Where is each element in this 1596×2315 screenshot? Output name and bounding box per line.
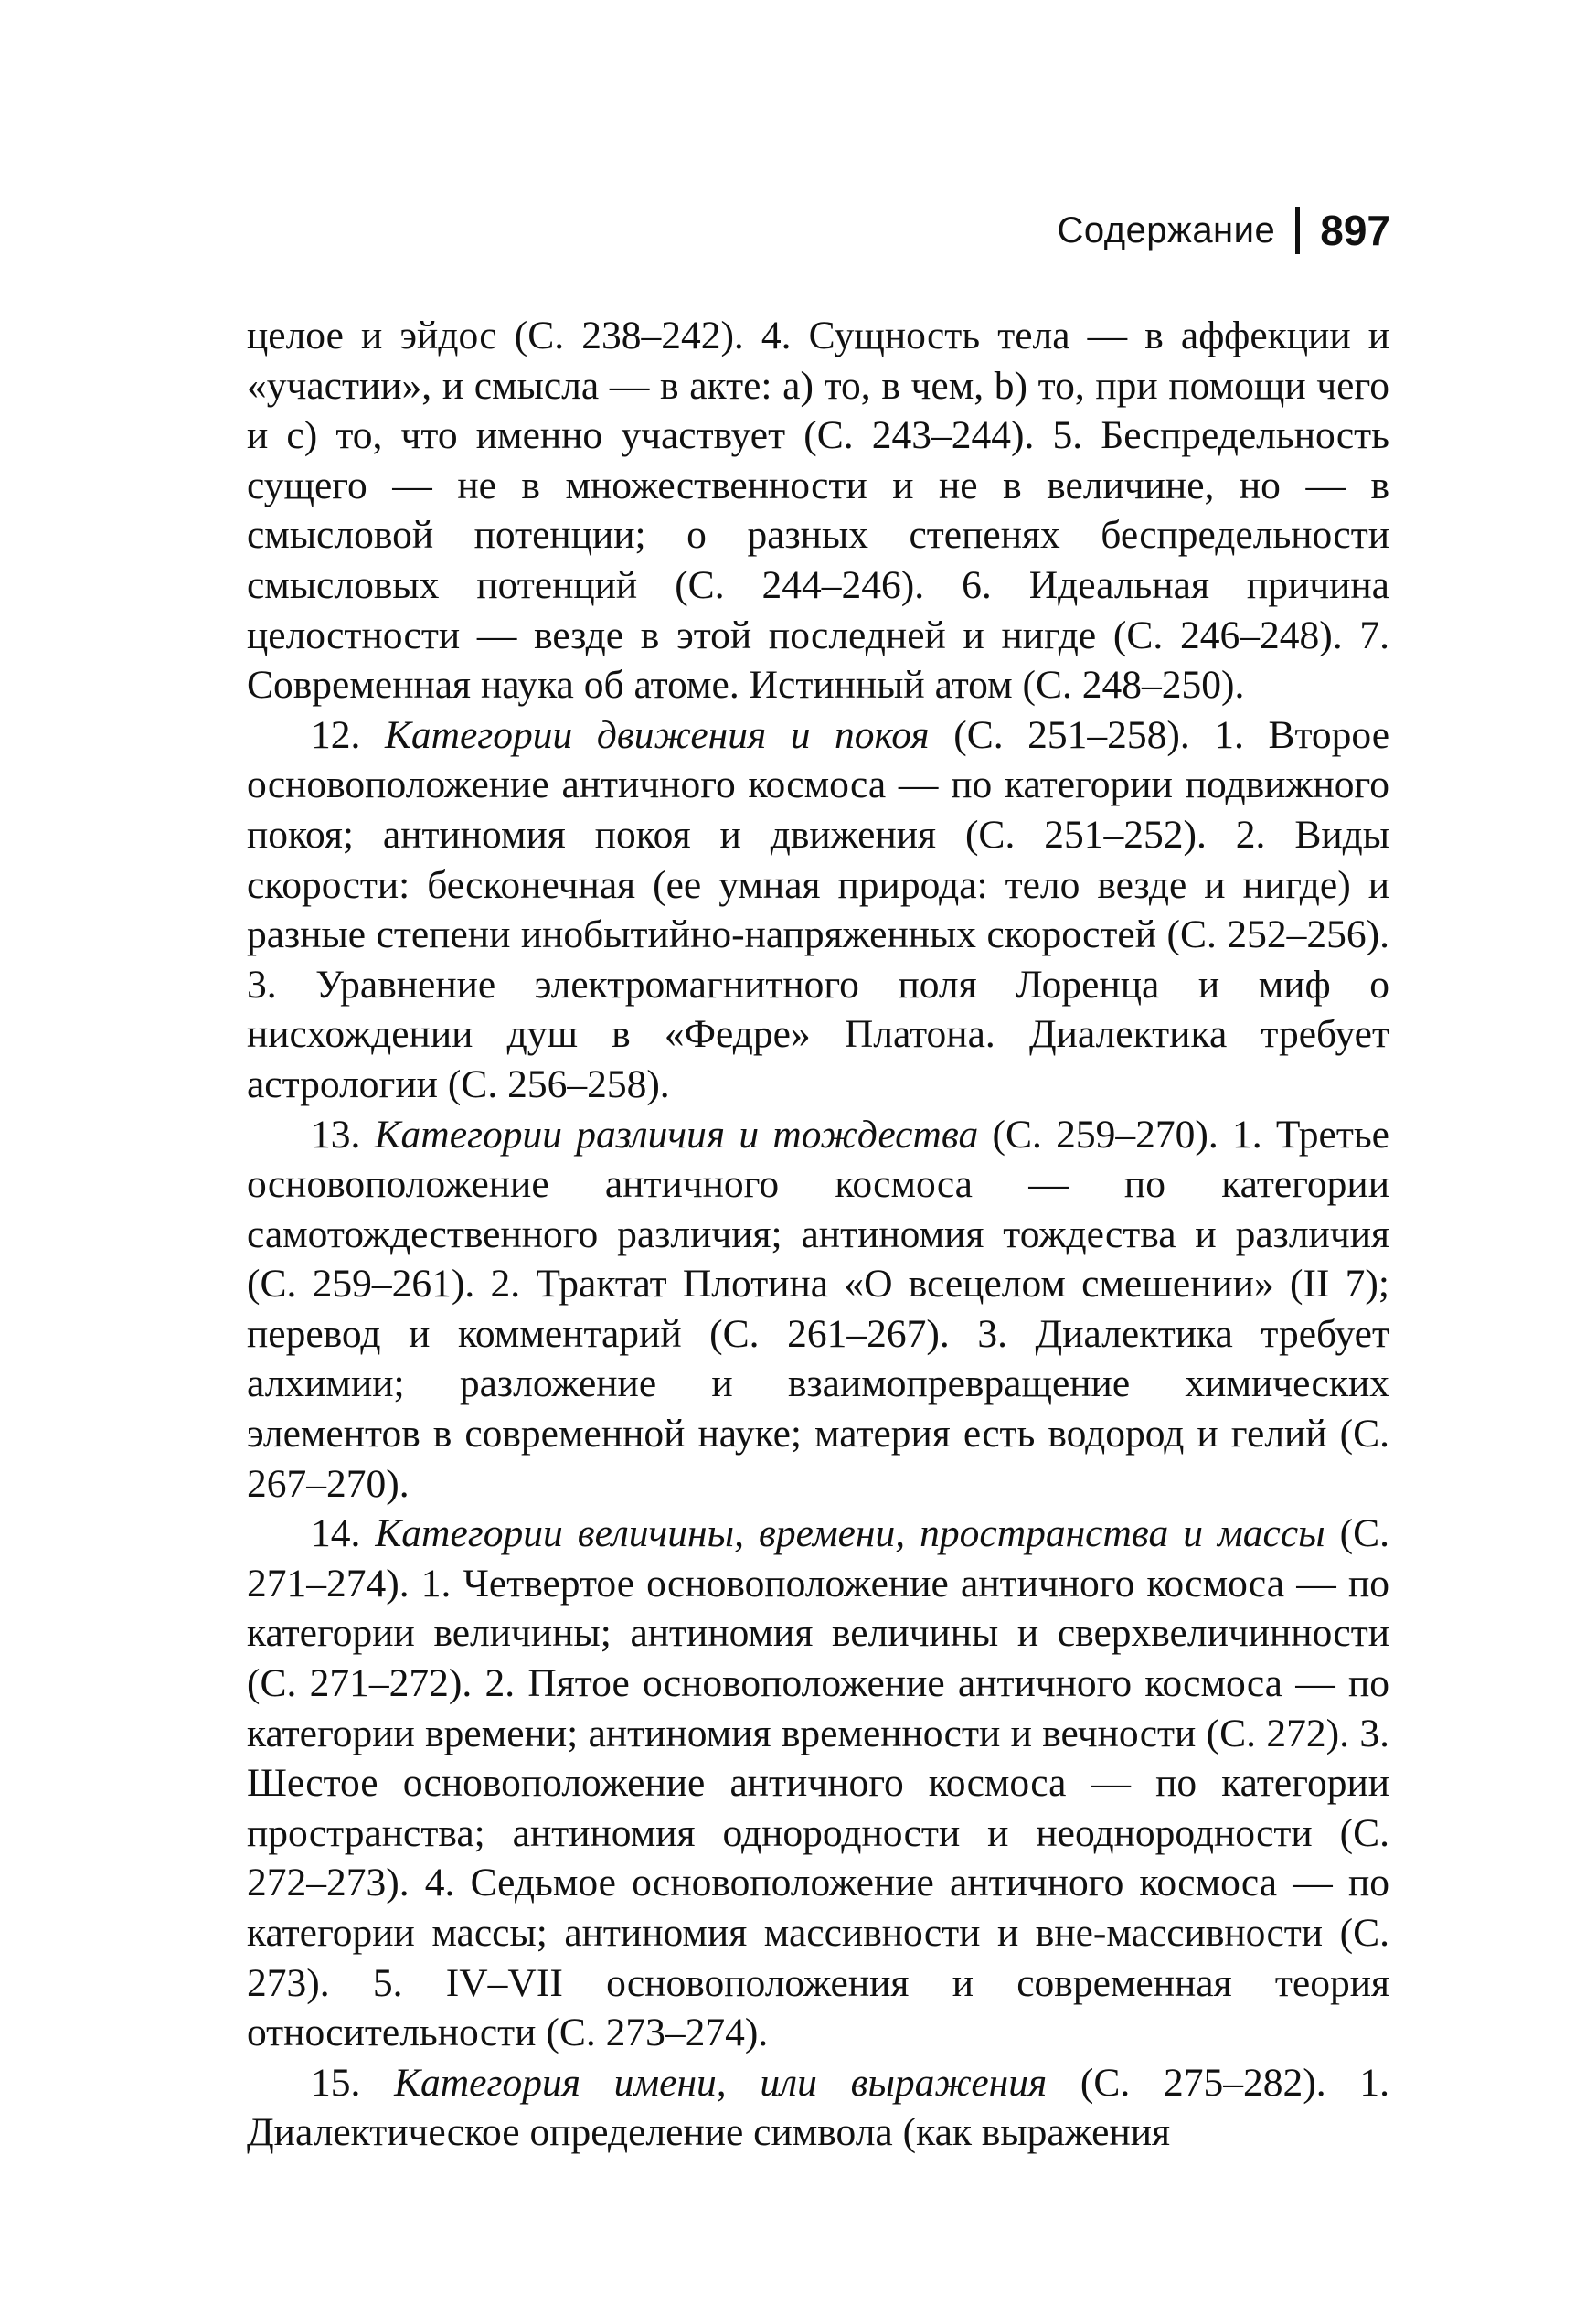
chapter-entry-14: [247, 1509, 1389, 2058]
paragraph-continuation: [247, 311, 1389, 710]
section-title: Содержание: [1057, 209, 1276, 251]
entry-text: (С. 271–274). 1. Четвертое основоположение античного космоса — по категории величины; антиномия величины и сверхвеличинности (С. 271–272). 2. Пятое основоположение античного космоса — по категории времени; антиномия временности и вечности (С. 272). 3. Шестое основоположение античного космоса — по категории пространства; антиномия однородности и неоднородности (С. 272–273). 4. Седьмое основоположение античного космоса — по категории массы; антиномия массивности и вне-массивности (С. 273). 5. IV–VII основоположения и современная теория относительности (С. 273–274).: [247, 1511, 1389, 2055]
paragraph-text: целое и эйдос (С. 238–242). 4. Сущность тела — в аффекции и «участии», и смысла — в акте: а) то, в чем, b) то, при помощи чего и с) то, что именно участвует (С. 243–244). 5. Беспредельность сущего — не в множественности и не в величине, но — в смысловой потенции; о разных степенях беспредельности смысловых потенций (С. 244–246). 6. Идеальная причина целостности — везде в этой последней и нигде (С. 246–248). 7. Современная наука об атоме. Истинный атом (С. 248–250).: [247, 314, 1389, 708]
entry-number: 15.: [311, 2060, 361, 2105]
entry-number: 13.: [311, 1112, 361, 1157]
page-number: 897: [1320, 207, 1390, 254]
entry-text: (С. 275–282). 1. Диалектическое определение символа (как выражения: [247, 2060, 1389, 2155]
entry-number: 12.: [311, 712, 361, 757]
chapter-entry-13: [247, 1110, 1389, 1510]
entry-title: Категории движения и покоя: [384, 712, 930, 757]
chapter-entry-15: [247, 2058, 1389, 2158]
entry-text: (С. 251–258). 1. Второе основоположение античного космоса — по категории подвижного покоя; антиномия покоя и движения (С. 251–252). 2. Виды скорости: бесконечная (ее умная природа: тело везде и нигде) и разные степени инобытийно-напряженных скоростей (С. 252–256). 3. Уравнение электромагнитного поля Лоренца и миф о нисхождении душ в «Федре» Платона. Диалектика требует астрологии (С. 256–258).: [247, 712, 1390, 1106]
running-header: [1057, 206, 1390, 255]
entry-title: Категории различия и тождества: [374, 1112, 979, 1157]
header-separator: [1295, 207, 1300, 254]
entry-title: Категория имени, или выражения: [394, 2060, 1048, 2105]
entry-text: (С. 259–270). 1. Третье основоположение античного космоса — по категории самотождественного различия; антиномия тождества и различия (С. 259–261). 2. Трактат Плотина «О всецелом смешении» (II 7); перевод и комментарий (С. 261–267). 3. Диалектика требует алхимии; разложение и взаимопревращение химических элементов в современной науке; материя есть водород и гелий (С. 267–270).: [247, 1112, 1389, 1506]
chapter-entry-12: [247, 710, 1389, 1110]
entry-number: 14.: [311, 1511, 361, 1556]
entry-title: Категории величины, времени, пространства и массы: [375, 1511, 1325, 1556]
contents-body: [247, 311, 1389, 2158]
